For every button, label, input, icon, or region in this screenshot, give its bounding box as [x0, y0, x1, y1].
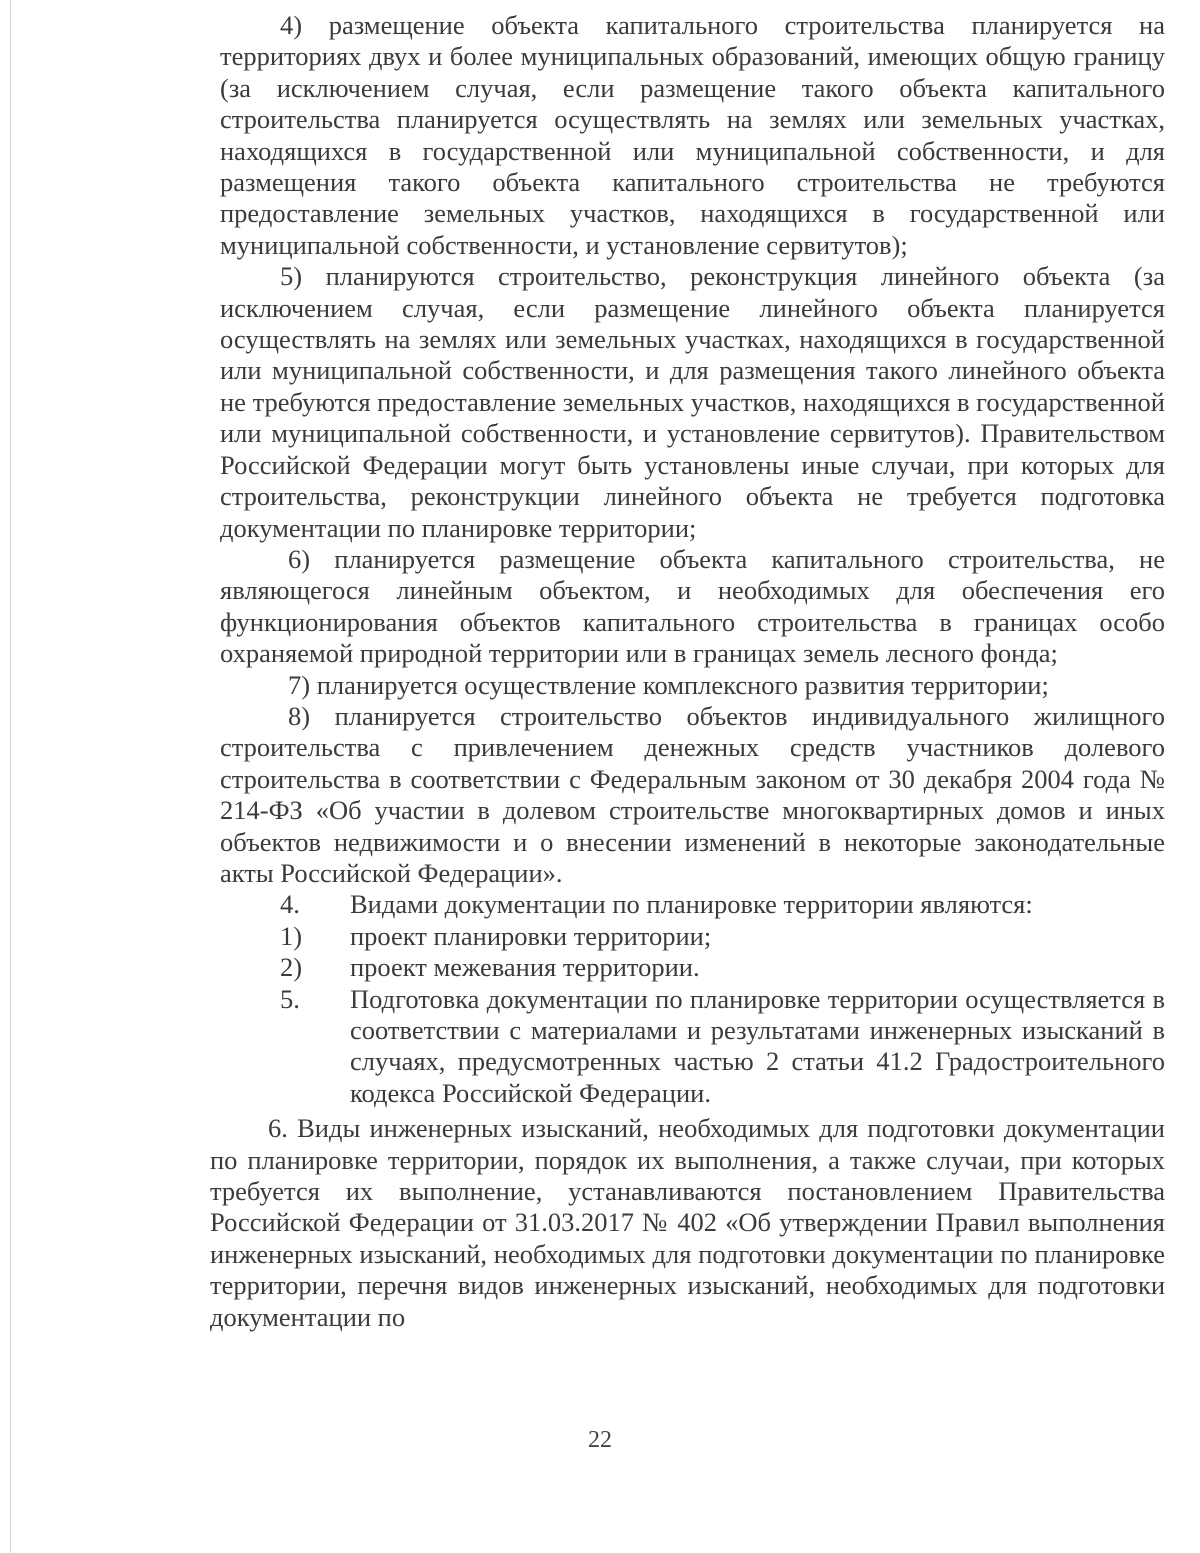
section-5-text: Подготовка документации по планировке территории осуществляется в соответствии с материалами и результатами инженерных изысканий в случаях, предусмотренных частью 2 статьи 41.2 Градостроительного кодекса Российской Федерации. [350, 983, 1165, 1108]
list-item-2-text: проект межевания территории. [350, 952, 700, 983]
section-5-number: 5. [280, 983, 300, 1014]
section-6: 6. Виды инженерных изысканий, необходимых для подготовки документации по планировке территории, порядок их выполнения, а также случаи, при которых требуется их выполнение, устанавливаются постановлением Правительства Российской Федерации от 31.03.2017 № 402 «Об утверждении Правил выполнения инженерных изысканий, необходимых для подготовки документации по планировке территории, перечня видов инженерных изысканий, необходимых для подготовки документации по [210, 1113, 1165, 1332]
document-body [210, 10, 1165, 1333]
section-5 [220, 984, 1165, 1110]
section-4-heading [220, 889, 1165, 920]
list-item [220, 921, 1165, 952]
paragraph-item-5: 5) планируются строительство, реконструкция линейного объекта (за исключением случая, если размещение линейного объекта планируется осуществлять на землях или земельных участках, находящихся в государственной или муниципальной собственности, и для размещения такого линейного объекта не требуются предоставление земельных участков, находящихся в государственной или муниципальной собственности, и установление сервитутов). Правительством Российской Федерации могут быть установлены иные случаи, при которых для строительства, реконструкции линейного объекта не требуется подготовка документации по планировке территории; [220, 261, 1165, 543]
paragraph-item-7: 7) планируется осуществление комплексного развития территории; [288, 669, 1049, 700]
paragraph-item-8: 8) планируется строительство объектов индивидуального жилищного строительства с привлечением денежных средств участников долевого строительства в соответствии с Федеральным законом от 30 декабря 2004 года № 214-ФЗ «Об участии в долевом строительстве многоквартирных домов и иных объектов недвижимости и о внесении изменений в некоторые законодательные акты Российской Федерации». [220, 700, 1165, 888]
page-number: 22 [588, 1427, 612, 1453]
list-item-1-text: проект планировки территории; [350, 920, 712, 951]
scan-edge-line [10, 0, 11, 1553]
list-item [220, 952, 1165, 983]
section-4-text: Видами документации по планировке территории являются: [350, 889, 1033, 920]
list-item-2-number: 2) [280, 952, 303, 983]
paragraph-item-6: 6) планируется размещение объекта капитального строительства, не являющегося линейным объектом, и необходимых для обеспечения его функционирования объектов капитального строительства в границах особо охраняемой природной территории или в границах земель лесного фонда; [220, 543, 1165, 669]
paragraph-item-4: 4) размещение объекта капитального строительства планируется на территориях двух и более муниципальных образований, имеющих общую границу (за исключением случая, если размещение такого объекта капитального строительства планируется осуществлять на землях или земельных участках, находящихся в государственной или муниципальной собственности, и для размещения такого объекта капитального строительства не требуются предоставление земельных участков, находящихся в государственной или муниципальной собственности, и установление сервитутов); [220, 10, 1165, 260]
list-item-1-number: 1) [280, 920, 303, 951]
section-4-number: 4. [280, 889, 300, 920]
